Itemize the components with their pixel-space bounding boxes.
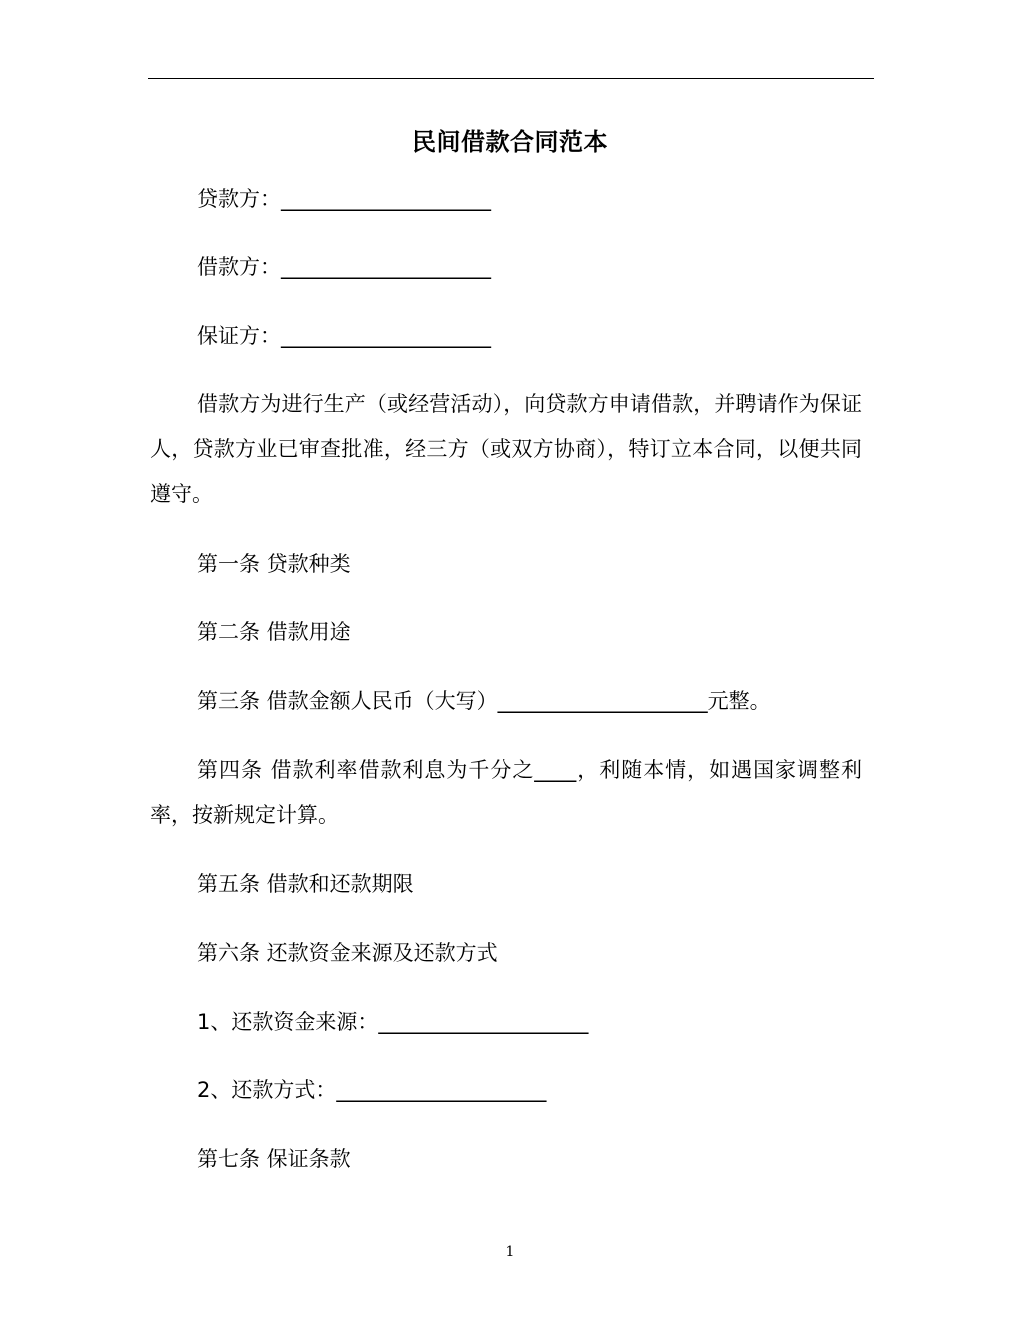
intro-paragraph: 借款方为进行生产（或经营活动），向贷款方申请借款，并聘请作为保证人，贷款方业已审查批准，经三方（或双方协商），特订立本合同，以便共同遵守。 [150,392,862,506]
guarantor-line: 保证方：____________________ [197,324,491,348]
article-4: 第四条 借款利率借款利息为千分之____，利随本情，如遇国家调整利率，按新规定计算。 [150,758,862,827]
article-6-item-1: 1、还款资金来源：____________________ [197,1010,589,1034]
borrower-line: 借款方：____________________ [197,255,491,279]
document-title: 民间借款合同范本 [412,128,608,156]
lender-line: 贷款方：____________________ [197,187,491,211]
page-number: 1 [505,1244,515,1260]
article-6: 第六条 还款资金来源及还款方式 [197,941,498,965]
article-7: 第七条 保证条款 [197,1147,351,1171]
article-6-item-2: 2、还款方式：____________________ [197,1078,547,1102]
header-rule [148,78,874,79]
article-3: 第三条 借款金额人民币（大写）____________________元整。 [197,689,771,713]
article-5: 第五条 借款和还款期限 [197,872,414,896]
article-1: 第一条 贷款种类 [197,552,351,576]
article-2: 第二条 借款用途 [197,620,351,644]
